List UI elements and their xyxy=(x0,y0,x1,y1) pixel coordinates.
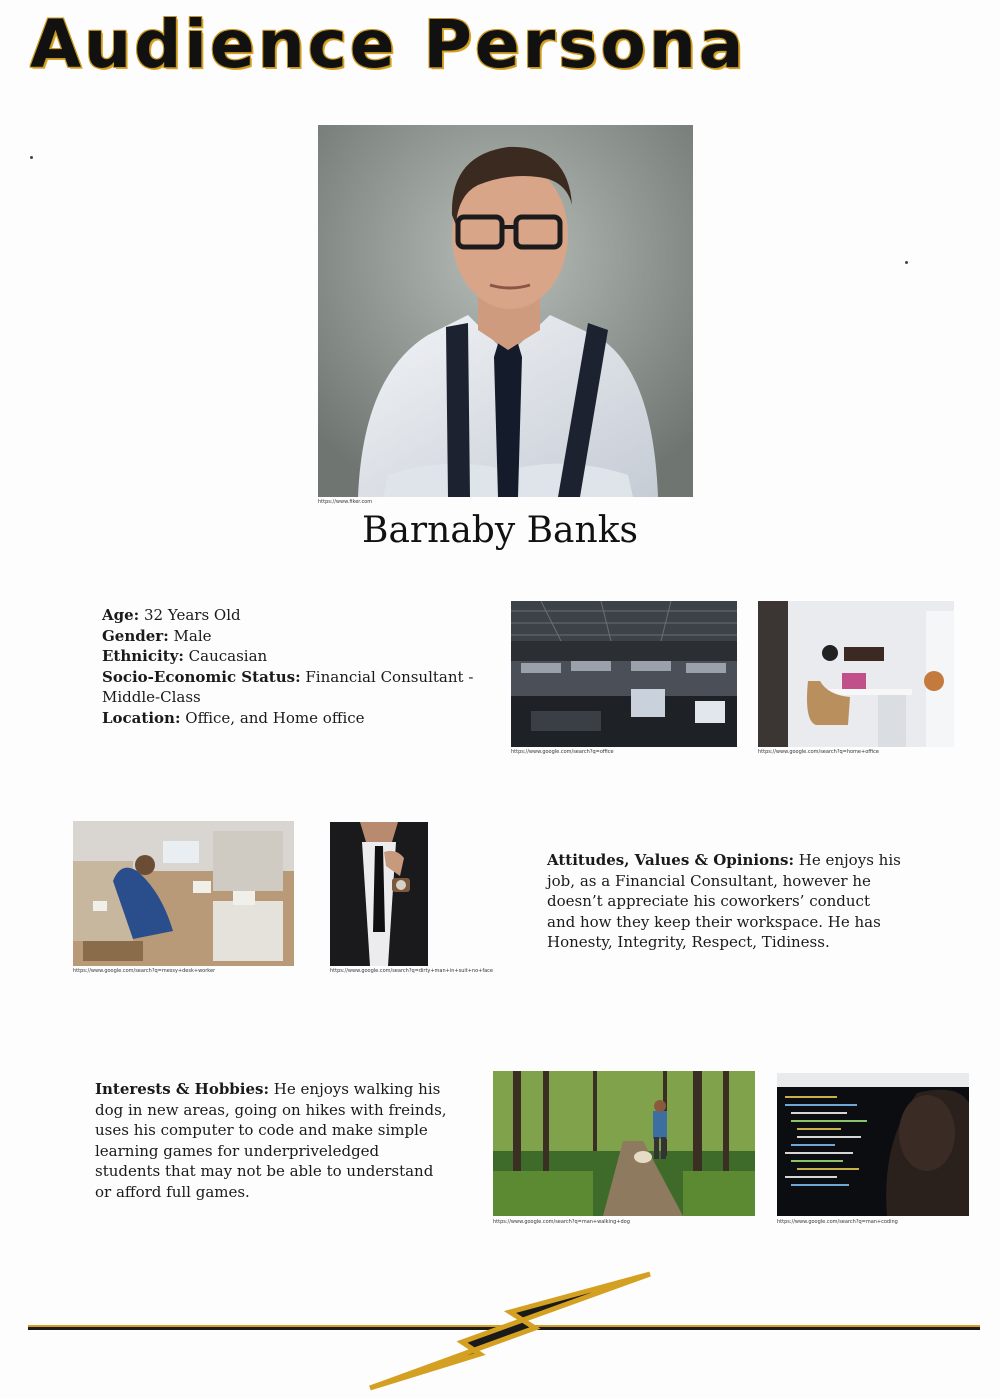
interests-label: Interests & Hobbies: xyxy=(95,1080,270,1098)
attitudes-line-4: and how they keep their workspace. He has xyxy=(547,912,881,931)
attitudes-line-2: job, as a Financial Consultant, however he xyxy=(547,871,871,890)
interests-line-1: Interests & Hobbies: He enjoys walking his xyxy=(95,1080,441,1098)
persona-details xyxy=(102,605,502,728)
interests-line-5: students that may not be able to understand xyxy=(95,1162,434,1180)
interests-line-3: uses his computer to code and make simple xyxy=(95,1121,428,1139)
attitudes-line-3: doesn’t appreciate his coworkers’ conduct xyxy=(547,892,870,910)
interests-paragraph xyxy=(95,1079,495,1202)
suit-credit: https://www.google.com/search?q=dirty+man+in+suit+no+face xyxy=(330,968,493,974)
portrait-credit: https://www.fiker.com xyxy=(318,499,373,505)
detail-location: Location: Office, and Home office xyxy=(102,708,365,727)
messy-desk-credit: https://www.google.com/search?q=messy+desk+worker xyxy=(73,968,216,974)
lightning-bolt-icon xyxy=(360,1270,660,1396)
walking-dog-photo xyxy=(493,1071,755,1216)
scan-dot xyxy=(30,156,33,159)
messy-desk-photo xyxy=(73,821,294,966)
detail-ethnicity: Ethnicity: Caucasian xyxy=(102,647,268,665)
attitudes-line-5: Honesty, Integrity, Respect, Tidiness. xyxy=(547,933,830,951)
interests-line-4: learning games for underpriveledged xyxy=(95,1141,380,1160)
attitudes-paragraph xyxy=(547,850,947,953)
office-credit: https://www.google.com/search?q=office xyxy=(511,749,614,755)
page-title: Audience Persona xyxy=(30,6,747,83)
detail-status-cont: Middle-Class xyxy=(102,688,201,706)
coding-credit: https://www.google.com/search?q=man+coding xyxy=(777,1219,898,1225)
attitudes-line-1: Attitudes, Values & Opinions: He enjoys his xyxy=(547,851,901,869)
office-photo xyxy=(511,601,737,747)
detail-gender: Gender: Male xyxy=(102,626,212,645)
home-office-credit: https://www.google.com/search?q=home+office xyxy=(758,749,879,755)
walking-dog-credit: https://www.google.com/search?q=man+walking+dog xyxy=(493,1219,630,1225)
detail-status: Socio-Economic Status: Financial Consultant - xyxy=(102,667,474,686)
home-office-photo xyxy=(758,601,954,747)
coding-photo xyxy=(777,1073,969,1216)
suit-photo xyxy=(330,822,428,966)
detail-age: Age: 32 Years Old xyxy=(102,606,241,624)
persona-name: Barnaby Banks xyxy=(362,510,638,551)
attitudes-label: Attitudes, Values & Opinions: xyxy=(547,851,794,869)
interests-line-2: dog in new areas, going on hikes with freinds, xyxy=(95,1100,447,1119)
scan-dot xyxy=(905,261,908,264)
portrait-photo xyxy=(318,125,693,497)
interests-line-6: or afford full games. xyxy=(95,1182,250,1201)
